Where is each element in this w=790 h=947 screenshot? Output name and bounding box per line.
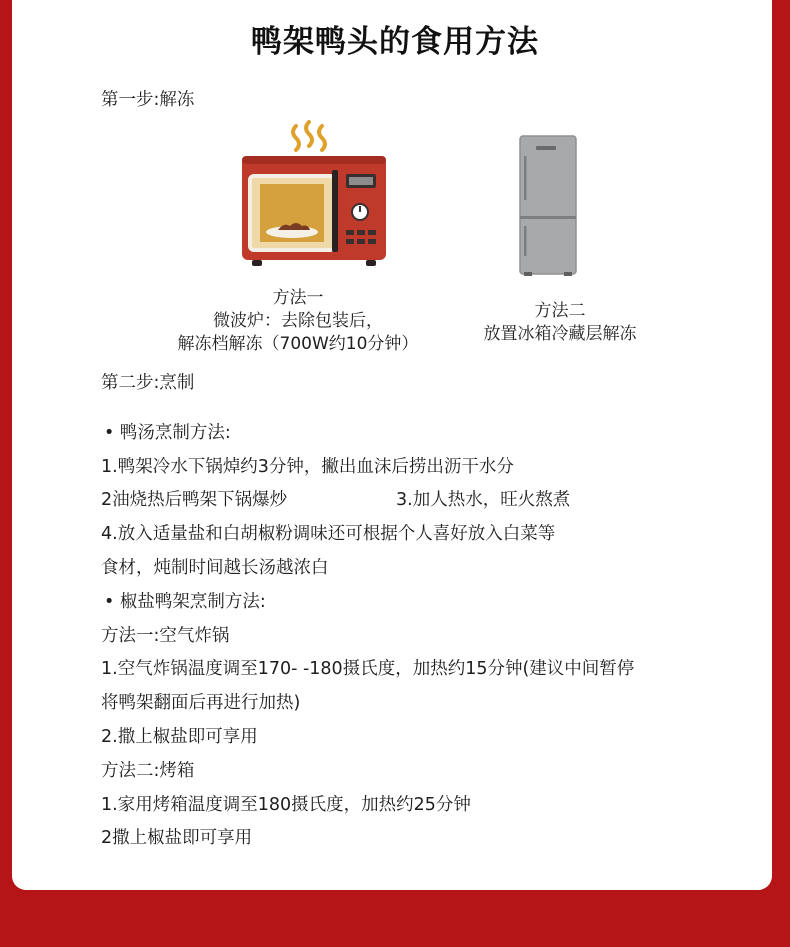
salt-m1-line2: 将鸭架翻面后再进行加热) xyxy=(101,693,301,713)
method1-name: 方法一 xyxy=(272,288,324,308)
salt-m2-line1: 1.家用烤箱温度调至180摄氏度，加热约25分钟 xyxy=(101,795,471,815)
salt-m2-line2: 2撒上椒盐即可享用 xyxy=(101,828,253,848)
microwave-icon xyxy=(238,118,390,268)
step1-heading: 第一步:解冻 xyxy=(101,90,195,110)
salt-heading: • 椒盐鸭架烹制方法: xyxy=(104,592,266,612)
salt-m1-line1: 1.空气炸锅温度调至170- -180摄氏度，加热约15分钟(建议中间暂停 xyxy=(101,659,635,679)
soup-line2a: 2油烧热后鸭架下锅爆炒 xyxy=(101,490,288,510)
steam-icon xyxy=(293,122,325,150)
step2-heading: 第二步:烹制 xyxy=(101,373,195,393)
salt-method2: 方法二:烤箱 xyxy=(101,761,195,781)
soup-line3: 4.放入适量盐和白胡椒粉调味还可根据个人喜好放入白菜等 xyxy=(101,524,556,544)
method1-line1: 微波炉：去除包装后， xyxy=(213,311,383,331)
content-card xyxy=(12,0,772,890)
soup-line4: 食材，炖制时间越长汤越浓白 xyxy=(101,558,329,578)
refrigerator-icon xyxy=(516,134,580,278)
method1-line2: 解冻档解冻（700W约10分钟） xyxy=(177,334,419,354)
page-title: 鸭架鸭头的食用方法 xyxy=(251,24,539,60)
soup-heading: • 鸭汤烹制方法: xyxy=(104,423,231,443)
salt-m1-line3: 2.撒上椒盐即可享用 xyxy=(101,727,258,747)
soup-line1: 1.鸭架冷水下锅焯约3分钟，撇出血沫后捞出沥干水分 xyxy=(101,457,514,477)
soup-line2b: 3.加人热水，旺火熬煮 xyxy=(396,490,571,510)
method2-name: 方法二 xyxy=(534,301,586,321)
method2-line1: 放置冰箱冷藏层解冻 xyxy=(483,324,637,344)
salt-method1: 方法一:空气炸锅 xyxy=(101,626,230,646)
